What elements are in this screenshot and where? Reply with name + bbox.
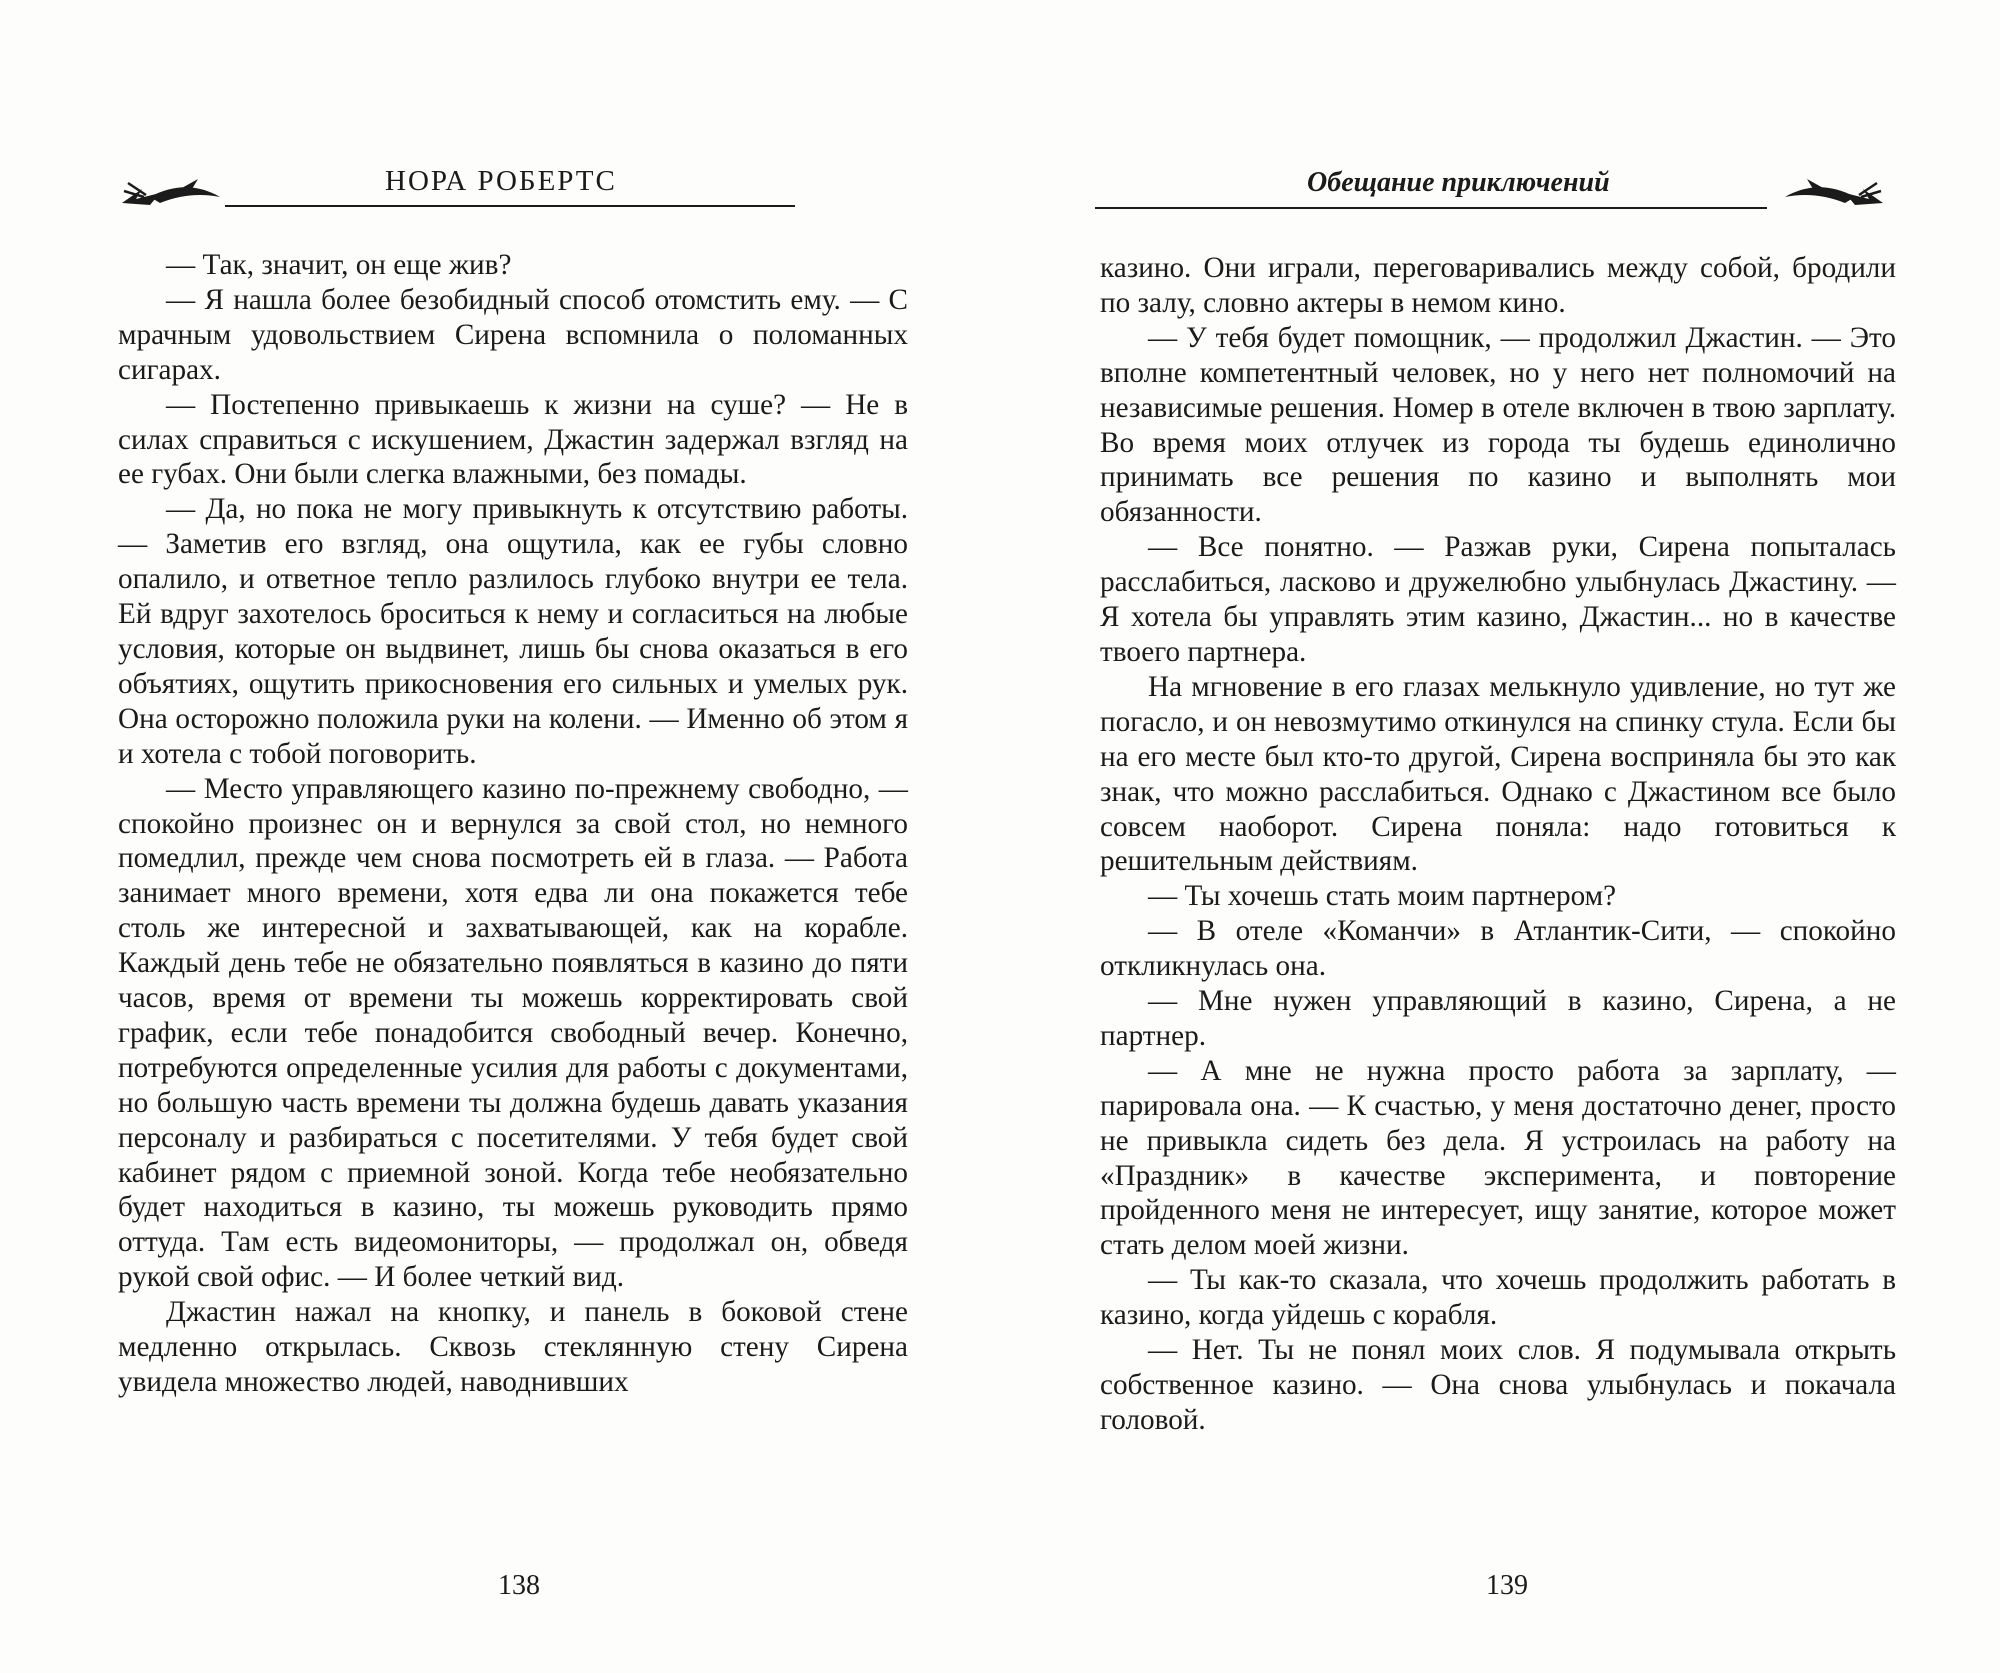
- swallow-ornament-icon: [1775, 175, 1885, 223]
- left-page-text: [118, 248, 908, 1400]
- left-running-head: [120, 165, 910, 215]
- paragraph: — Да, но пока не могу привыкнуть к отсутствию работы. — Заметив его взгляд, она ощутила, как ее губы словно опалило, и ответное тепло разлилось глубоко внутри ее тела. Ей вдруг захотелось броситься к нему и согласиться на любые условия, которые он выдвинет, лишь бы снова оказаться в его объятиях, ощутить прикосновения его сильных и умелых рук. Она осторожно положила руки на колени. — Именно об этом я и хотела с тобой поговорить.: [118, 493, 908, 770]
- paragraph: — Так, значит, он еще жив?: [166, 249, 512, 281]
- swallow-ornament-icon: [120, 175, 230, 223]
- paragraph: — А мне не нужна просто работа за зарплату, — парировала она. — К счастью, у меня достаточно денег, просто не привыкла сидеть без дела. Я устроилась на работу на «Праздник» в качестве эксперимента, и повторение пройденного меня не интересует, ищу занятие, которое может стать делом моей жизни.: [1100, 1054, 1896, 1262]
- paragraph: — Ты как-то сказала, что хочешь продолжить работать в казино, когда уйдешь с корабля.: [1100, 1264, 1896, 1332]
- author-name: НОРА РОБЕРТС: [385, 165, 617, 197]
- page-number: 138: [498, 1570, 540, 1601]
- paragraph: — Мне нужен управляющий в казино, Сирена, а не партнер.: [1100, 985, 1896, 1052]
- paragraph: На мгновение в его глазах мелькнуло удивление, но тут же погасло, и он невозмутимо откинулся на спинку стула. Если бы на его месте был кто-то другой, Сирена восприняла бы это как знак, что можно расслабиться. Однако с Джастином все было совсем наоборот. Сирена поняла: надо готовиться к решительным действиям.: [1100, 670, 1896, 878]
- paragraph: — У тебя будет помощник, — продолжил Джастин. — Это вполне компетентный человек, но у него нет полномочий на независимые решения. Номер в отеле включен в твою зарплату. Во время моих отлучек из города ты будешь единолично принимать все решения по казино и выполнять мои обязанности.: [1100, 321, 1896, 529]
- right-page: [1000, 0, 2000, 1673]
- paragraph: казино. Они играли, переговаривались между собой, бродили по залу, словно актеры в немом кино.: [1100, 252, 1896, 319]
- paragraph: Джастин нажал на кнопку, и панель в боковой стене медленно открылась. Сквозь стеклянную стену Сирена увидела множество людей, наводнивших: [118, 1296, 908, 1398]
- header-rule: [225, 205, 795, 207]
- header-rule: [1095, 207, 1767, 209]
- paragraph: — Я нашла более безобидный способ отомстить ему. — С мрачным удовольствием Сирена вспомнила о поломанных сигарах.: [118, 283, 908, 386]
- paragraph: — Ты хочешь стать моим партнером?: [1148, 880, 1617, 913]
- right-running-head: [1095, 165, 1895, 215]
- paragraph: — В отеле «Команчи» в Атлантик-Сити, — спокойно откликнулась она.: [1100, 915, 1896, 983]
- paragraph: — Постепенно привыкаешь к жизни на суше? — Не в силах справиться с искушением, Джастин задержал взгляд на ее губах. Они были слегка влажными, без помады.: [118, 388, 908, 491]
- paragraph: — Место управляющего казино по-прежнему свободно, — спокойно произнес он и вернулся за свой стол, но немного помедлил, прежде чем снова посмотреть ей в глаза. — Работа занимает много времени, хотя едва ли она покажется тебе столь же интересной и захватывающей, как на корабле. Каждый день тебе не обязательно появляться в казино до пяти часов, время от времени ты можешь корректировать свой график, если тебе понадобится свободный вечер. Конечно, потребуются определенные усилия для работы с документами, но большую часть времени ты должна будешь давать указания персоналу и разбираться с посетителями. У тебя будет свой кабинет рядом с приемной зоной. Когда тебе необязательно будет находиться в казино, ты можешь руководить прямо оттуда. Там есть видеомониторы, — продолжал он, обведя рукой свой офис. — И более четкий вид.: [118, 772, 908, 1294]
- page-number: 139: [1486, 1570, 1528, 1601]
- paragraph: — Нет. Ты не понял моих слов. Я подумывала открыть собственное казино. — Она снова улыбнулась и покачала головой.: [1100, 1334, 1896, 1436]
- right-page-text: [1100, 251, 1896, 1438]
- book-title: Обещание приключений: [1307, 167, 1610, 198]
- paragraph: — Все понятно. — Разжав руки, Сирена попыталась расслабиться, ласково и дружелюбно улыбнулась Джастину. — Я хотела бы управлять этим казино, Джастин... но в качестве твоего партнера.: [1100, 531, 1896, 668]
